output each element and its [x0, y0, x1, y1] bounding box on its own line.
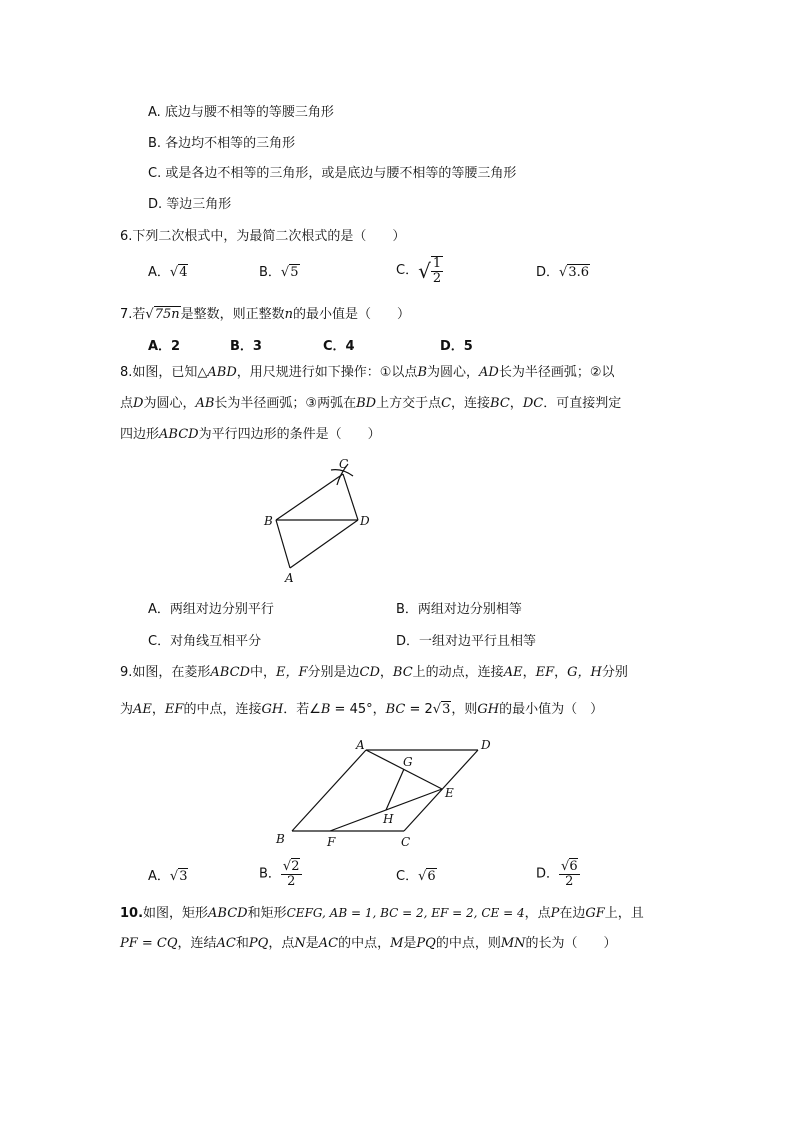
q9-option-a: A．√3	[148, 869, 188, 884]
q9-option-b: B． $\frac{√2}{2}$	[259, 859, 300, 889]
q6-stem-text: 下列二次根式中，为最简二次根式的是（ ）	[132, 229, 406, 244]
q7-text-mid: 是整数，则正整数	[180, 307, 285, 322]
q10-line-2: PF = CQ，连结AC和PQ，点N是AC的中点，M是PQ的中点，则MN的长为（ ）	[120, 936, 617, 951]
q10-line-1: 10.如图，矩形ABCD和矩形CEFG, AB = 1, BC = 2, EF = 2, CE = 4，点P在边GF上，且	[120, 906, 644, 921]
q8-segment-cd	[343, 474, 358, 520]
q7-option-b: B．3	[230, 339, 262, 354]
q8-number: 8.	[120, 365, 133, 380]
sqrt-3-6: √3.6	[559, 265, 589, 280]
q9-label-d: D	[481, 738, 491, 752]
q5-option-c: C. 或是各边不相等的三角形，或是底边与腰不相等的等腰三角形	[148, 166, 517, 181]
q7-number: 7.	[120, 307, 133, 322]
q6-option-a-label: A．	[148, 265, 170, 280]
fraction-1-2: $\frac{1}{2}$	[432, 256, 442, 286]
q8-line-1: 8.如图，已知△ABD，用尺规进行如下操作：①以点B为圆心，AD长为半径画弧；②以	[120, 365, 615, 380]
sqrt-half: √	[418, 259, 431, 283]
q7-option-d: D．5	[440, 339, 473, 354]
q8-label-a: A	[285, 571, 294, 585]
sqrt-6: √6	[418, 869, 436, 884]
q8-label-b: B	[264, 514, 273, 528]
fraction-sqrt2-over-2: $\frac{√2}{2}$	[282, 859, 300, 889]
q9-label-c: C	[401, 835, 411, 849]
q6-option-b-label: B．	[259, 265, 281, 280]
q8-segment-ad	[290, 520, 358, 568]
q7-text-pre: 若	[132, 307, 146, 322]
q8-label-d: D	[360, 514, 370, 528]
q6-number: 6.	[120, 229, 133, 244]
q9-line-2: 为AE，EF的中点，连接GH．若∠B = 45°，BC = 2√3，则GH的最小值为（ ）	[120, 702, 604, 717]
q9-number: 9.	[120, 665, 133, 680]
q8-segment-ba	[276, 520, 290, 568]
q8-segment-bc	[276, 474, 343, 520]
sqrt-5: √5	[280, 265, 299, 280]
q5-option-a: A. 底边与腰不相等的等腰三角形	[148, 105, 334, 120]
q6-option-c-label: C．	[396, 263, 419, 278]
q8-line-2: 点D为圆心，AB长为半径画弧；③两弧在BD上方交于点C，连接BC，DC．可直接判定	[120, 396, 622, 411]
q5-option-b: B. 各边均不相等的三角形	[148, 136, 296, 151]
q8-option-d: D．一组对边平行且相等	[396, 634, 537, 649]
q9-segment-ab	[292, 750, 366, 831]
q9-label-b: B	[276, 832, 285, 846]
q9-option-d: D． $\frac{√6}{2}$	[536, 859, 578, 889]
q9-label-f: F	[327, 835, 336, 849]
sqrt-3: √3	[432, 702, 451, 717]
q8-option-c: C．对角线互相平分	[148, 634, 262, 649]
q9-label-h: H	[383, 812, 394, 826]
sqrt-3-option: √3	[169, 869, 188, 884]
q8-line-3: 四边形ABCD为平行四边形的条件是（ ）	[120, 427, 381, 442]
q10-number: 10.	[120, 906, 144, 921]
q6-option-d-label: D．	[536, 265, 560, 280]
q8-option-b: B．两组对边分别相等	[396, 602, 522, 617]
q5-option-d: D. 等边三角形	[148, 197, 232, 212]
q8-option-a: A．两组对边分别平行	[148, 602, 274, 617]
q8-label-c: C	[339, 457, 349, 471]
fraction-sqrt6-over-2: $\frac{√6}{2}$	[561, 859, 578, 889]
q9-label-a: A	[356, 738, 365, 752]
q9-segment-cd	[404, 750, 478, 831]
q7-option-a: A．2	[148, 339, 181, 354]
sqrt-75n: √75n	[145, 307, 180, 322]
q7-text-post: 的最小值是（ ）	[293, 307, 411, 322]
q7-var-n: n	[284, 307, 294, 322]
q9-label-e: E	[445, 786, 454, 800]
sqrt-4: √4	[169, 265, 188, 280]
q9-line-1: 9.如图，在菱形ABCD中，E，F分别是边CD，BC上的动点，连接AE，EF，G，H分别	[120, 665, 628, 680]
q9-option-c: C．√6	[396, 869, 436, 884]
q9-label-g: G	[403, 755, 413, 769]
q7-option-c: C．4	[323, 339, 355, 354]
